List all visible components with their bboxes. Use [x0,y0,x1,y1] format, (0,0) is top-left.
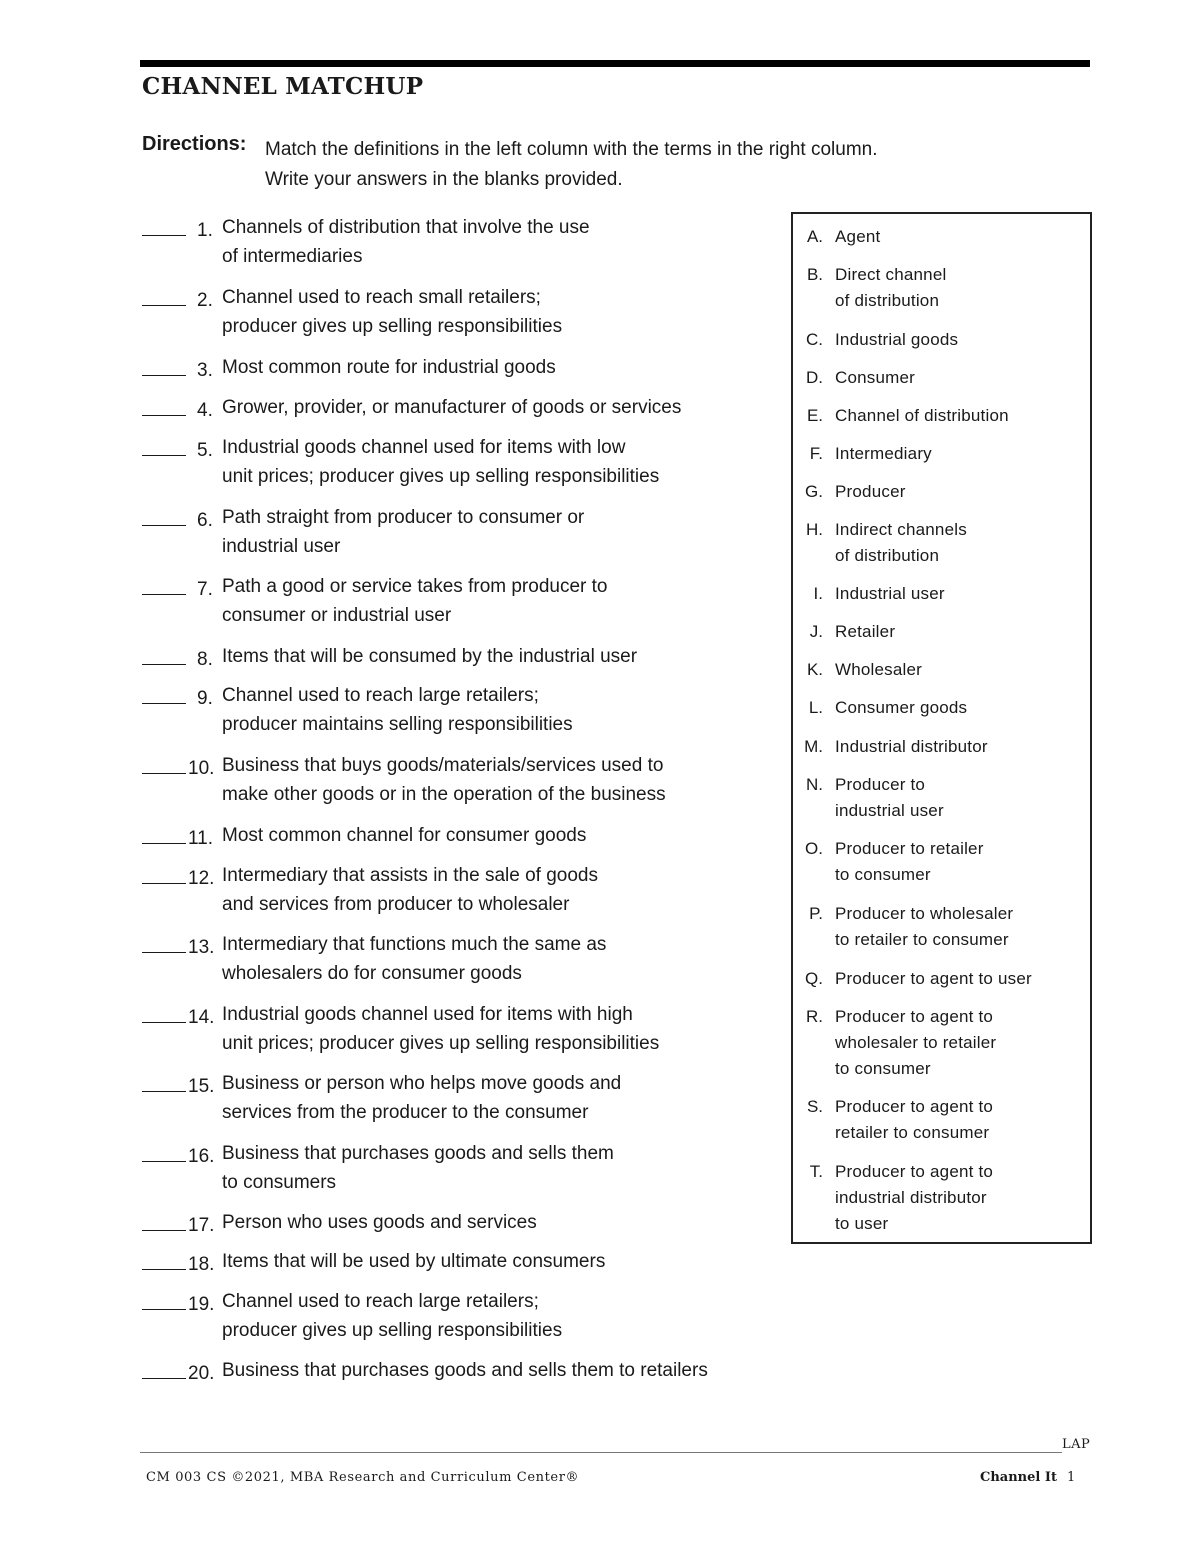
question-row [142,822,792,854]
question-row [142,573,792,630]
term-text: Producer to wholesaler to retailer to consumer [835,904,1014,949]
question-text: Grower, provider, or manufacturer of goods or services [222,397,682,418]
term-text: Agent [835,227,881,246]
question-number-label: 8. [197,649,213,670]
term-item [793,517,1089,569]
question-number [142,1070,222,1102]
question-text: Most common channel for consumer goods [222,825,587,846]
question-row [142,1357,792,1389]
footer-title: Channel It [980,1470,1057,1485]
term-text: Producer to agent to industrial distributor to user [835,1162,994,1233]
question-number-label: 6. [197,510,213,531]
question-number-label: 10. [188,758,215,779]
term-text: Producer to agent to user [835,969,1032,988]
answer-blank[interactable] [142,1209,186,1231]
question-row [142,214,792,271]
term-item [793,836,1089,888]
question-text: Path a good or service takes from producer to consumer or industrial user [222,576,608,626]
question-number-label: 18. [188,1254,215,1275]
question-number [142,752,222,784]
term-letter: M. [804,737,823,756]
question-number [142,394,222,426]
answer-blank[interactable] [142,573,186,595]
question-row [142,394,792,426]
term-text: Producer [835,482,906,501]
question-number-label: 5. [197,440,213,461]
question-number [142,1288,222,1320]
term-box [791,212,1092,1244]
term-item [793,262,1089,314]
directions-label: Directions: [142,133,247,155]
term-letter: D. [806,368,823,387]
term-text: Producer to agent to wholesaler to retailer to consumer [835,1007,997,1078]
term-item [793,581,1089,607]
question-row [142,752,792,809]
term-text: Intermediary [835,444,932,463]
question-number-label: 16. [188,1146,215,1167]
question-number-label: 1. [197,220,213,241]
question-number [142,682,222,714]
term-item [793,1159,1089,1237]
answer-blank[interactable] [142,1288,186,1310]
question-row [142,1209,792,1241]
question-number-label: 3. [197,360,213,381]
answer-blank[interactable] [142,504,186,526]
question-row [142,862,792,919]
term-item [793,901,1089,953]
answer-blank[interactable] [142,434,186,456]
term-item [793,327,1089,353]
term-text: Producer to industrial user [835,775,944,820]
question-number-label: 20. [188,1363,215,1384]
term-letter: A. [806,227,823,246]
term-text: Consumer [835,368,916,387]
answer-blank[interactable] [142,643,186,665]
answer-blank[interactable] [142,1001,186,1023]
question-text: Industrial goods channel used for items with low unit prices; producer gives up selling responsibilities [222,437,660,487]
question-number [142,822,222,854]
question-text: Business that buys goods/materials/services used to make other goods or in the operation of the business [222,755,666,805]
question-number [142,862,222,894]
term-item [793,441,1089,467]
question-row [142,354,792,386]
page-number: 1 [1066,1470,1076,1485]
term-item [793,966,1089,992]
answer-blank[interactable] [142,862,186,884]
question-number [142,1140,222,1172]
term-text: Wholesaler [835,660,923,679]
question-text: Items that will be consumed by the industrial user [222,646,638,667]
question-text: Business that purchases goods and sells them to retailers [222,1360,708,1381]
question-number-label: 9. [197,688,213,709]
answer-blank[interactable] [142,931,186,953]
question-number [142,1248,222,1280]
question-text: Path straight from producer to consumer or industrial user [222,507,585,557]
answer-blank[interactable] [142,1140,186,1162]
question-number [142,1001,222,1033]
term-letter: G. [805,482,823,501]
term-letter: O. [805,839,823,858]
term-item [793,772,1089,824]
question-row [142,1140,792,1197]
question-row [142,643,792,675]
question-row [142,504,792,561]
term-text: Producer to agent to retailer to consumer [835,1097,994,1142]
question-text: Channel used to reach small retailers; producer gives up selling responsibilities [222,287,563,337]
question-number [142,643,222,675]
question-number [142,214,222,246]
question-text: Most common route for industrial goods [222,357,556,378]
question-text: Intermediary that assists in the sale of goods and services from producer to wholesaler [222,865,598,915]
question-number [142,354,222,386]
answer-blank[interactable] [142,752,186,774]
term-item [793,365,1089,391]
question-number-label: 19. [188,1294,215,1315]
answer-blank[interactable] [142,1248,186,1270]
question-row [142,1001,792,1058]
question-row [142,284,792,341]
question-number [142,1357,222,1389]
question-text: Intermediary that functions much the same as wholesalers do for consumer goods [222,934,607,984]
term-text: Industrial goods [835,330,959,349]
term-letter: E. [806,406,823,425]
term-letter: B. [806,265,823,284]
question-row [142,682,792,739]
question-text: Channel used to reach large retailers; producer gives up selling responsibilities [222,1291,563,1341]
answer-blank[interactable] [142,284,186,306]
question-text: Person who uses goods and services [222,1212,537,1233]
term-letter: F. [809,444,823,463]
question-text: Industrial goods channel used for items with high unit prices; producer gives up selling responsibilities [222,1004,660,1054]
directions-line-1: Match the definitions in the left column with the terms in the right column. [265,139,878,160]
question-row [142,1248,792,1280]
answer-blank[interactable] [142,822,186,844]
question-number [142,504,222,536]
footer-copyright: CM 003 CS ©2021, MBA Research and Curriculum Center® [146,1470,580,1485]
question-number-label: 14. [188,1007,215,1028]
question-number-label: 12. [188,868,215,889]
term-text: Direct channel of distribution [835,265,947,310]
term-text: Retailer [835,622,896,641]
term-text: Producer to retailer to consumer [835,839,984,884]
question-text: Business or person who helps move goods and services from the producer to the consumer [222,1073,622,1123]
question-row [142,1288,792,1345]
question-number [142,1209,222,1241]
answer-blank[interactable] [142,1357,186,1379]
question-text: Channels of distribution that involve the use of intermediaries [222,217,590,267]
question-row [142,434,792,491]
page-title: CHANNEL MATCHUP [142,73,424,100]
question-number [142,434,222,466]
term-letter: S. [806,1097,823,1116]
question-number [142,573,222,605]
question-text: Business that purchases goods and sells them to consumers [222,1143,614,1193]
footer-tag: LAP [1062,1437,1091,1452]
answer-blank[interactable] [142,214,186,236]
question-number-label: 2. [197,290,213,311]
term-letter: T. [809,1162,823,1181]
term-letter: J. [809,622,823,641]
question-text: Channel used to reach large retailers; producer maintains selling responsibilities [222,685,573,735]
term-letter: Q. [805,969,823,988]
term-item [793,695,1089,721]
footer-right [980,1470,1075,1485]
question-row [142,1070,792,1127]
question-number-label: 4. [197,400,213,421]
top-rule [140,60,1090,67]
question-number-label: 13. [188,937,215,958]
term-item [793,224,1089,250]
term-letter: K. [806,660,823,679]
term-item [793,734,1089,760]
question-number-label: 17. [188,1215,215,1236]
directions-text [265,135,1065,195]
question-row [142,931,792,988]
term-item [793,1094,1089,1146]
question-text: Items that will be used by ultimate consumers [222,1251,606,1272]
question-number [142,284,222,316]
term-text: Channel of distribution [835,406,1009,425]
answer-blank[interactable] [142,394,186,416]
term-letter: N. [806,775,823,794]
term-text: Industrial user [835,584,945,603]
term-text: Industrial distributor [835,737,988,756]
question-number-label: 7. [197,579,213,600]
term-text: Consumer goods [835,698,968,717]
question-number [142,931,222,963]
term-letter: C. [806,330,823,349]
term-item [793,403,1089,429]
term-letter: L. [808,698,823,717]
question-number-label: 15. [188,1076,215,1097]
term-letter: R. [806,1007,823,1026]
term-item [793,1004,1089,1082]
term-text: Indirect channels of distribution [835,520,967,565]
term-letter: I. [813,584,823,603]
term-item [793,619,1089,645]
term-letter: H. [806,520,823,539]
term-letter: P. [809,904,823,923]
answer-blank[interactable] [142,354,186,376]
term-item [793,657,1089,683]
question-number-label: 11. [188,828,214,849]
directions-line-2: Write your answers in the blanks provided. [265,169,623,190]
term-item [793,479,1089,505]
answer-blank[interactable] [142,682,186,704]
footer-rule [140,1452,1062,1453]
answer-blank[interactable] [142,1070,186,1092]
